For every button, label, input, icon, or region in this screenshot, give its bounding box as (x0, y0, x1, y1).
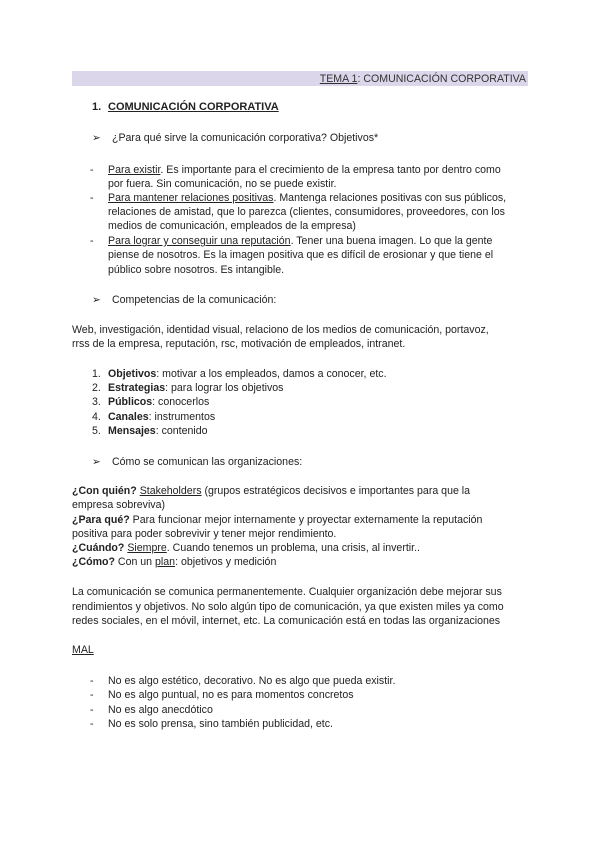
bullet-text: . Tener una buena imagen. Lo que la gente (290, 235, 493, 247)
list-term: Públicos (108, 396, 153, 408)
list-number: 3. (92, 396, 101, 408)
header-colon: : (357, 73, 361, 85)
qa-text: empresa sobreviva) (72, 499, 166, 511)
list-item (92, 367, 387, 381)
bullet-text: por fuera. Sin comunicación, no se puede existir. (108, 178, 337, 190)
list-desc: : para lograr los objetivos (165, 382, 284, 394)
section-number: 1. (92, 101, 102, 113)
question-text: Cómo se comunican las organizaciones: (112, 456, 303, 468)
arrow-icon: ➢ (92, 132, 101, 144)
section-heading (92, 100, 279, 114)
bullet-text: No es algo puntual, no es para momentos concretos (108, 689, 354, 701)
bullet-dash: - (90, 689, 94, 701)
paragraph-text: rendimientos y objetivos. No solo algún tipo de comunicación, ya que existen miles ya como (72, 601, 504, 613)
qa-text: Para funcionar mejor internamente y proyectar externamente la reputación (129, 514, 483, 526)
list-number: 5. (92, 425, 101, 437)
list-term: Estrategias (108, 382, 166, 394)
qa-cuando (72, 541, 420, 555)
qa-text: . Cuando tenemos un problema, una crisis, al invertir.. (166, 542, 420, 554)
bullet-text: No es algo anecdótico (108, 704, 213, 716)
qa-link: plan (155, 556, 176, 568)
qa-link: Siempre (127, 542, 167, 554)
qa-para (72, 513, 482, 527)
question-objetivos (92, 131, 378, 145)
bullet-text: público sobre nosotros. Es intangible. (108, 264, 285, 276)
question-text: ¿Para qué sirve la comunicación corporativa? Objetivos* (112, 132, 379, 144)
paragraph-text: redes sociales, en el móvil, internet, etc. La comunicación está en todas las organizaciones (72, 615, 501, 627)
list-item (92, 424, 208, 438)
competencias-text: Web, investigación, identidad visual, relaciono de los medios de comunicación, portavoz, (72, 324, 489, 336)
qa-link: Stakeholders (139, 485, 202, 497)
bullet-dash: - (90, 164, 94, 176)
bullet-link: Para lograr y conseguir una reputación (108, 235, 291, 247)
bullet-text: . Mantenga relaciones positivas con sus públicos, (273, 192, 507, 204)
qa-label: ¿Cómo? (72, 556, 115, 568)
list-number: 2. (92, 382, 101, 394)
list-term: Canales (108, 411, 149, 423)
arrow-icon: ➢ (92, 294, 101, 306)
bullet-dash: - (90, 192, 94, 204)
list-desc: : contenido (155, 425, 208, 437)
bullet-relaciones (108, 191, 506, 205)
bullet-dash: - (90, 675, 94, 687)
qa-text: positiva para poder sobrevivir y tener mejor rendimiento. (72, 528, 337, 540)
mal-heading: MAL (72, 644, 94, 656)
qa-label: ¿Para qué? (72, 514, 130, 526)
qa-text: Con un (114, 556, 156, 568)
paragraph-text: La comunicación se comunica permanentemente. Cualquier organización debe mejorar sus (72, 586, 502, 598)
bullet-text: medios de comunicación, empleados de la empresa) (108, 220, 356, 232)
bullet-dash: - (90, 704, 94, 716)
arrow-icon: ➢ (92, 456, 101, 468)
qa-como (72, 555, 276, 569)
bullet-text: piense de nosotros. Es la imagen positiva que es difícil de erosionar y que tiene el (108, 249, 494, 261)
qa-quien (72, 484, 470, 498)
list-desc: : instrumentos (148, 411, 216, 423)
bullet-existir (108, 163, 501, 177)
competencias-text: rrss de la empresa, reputación, rsc, motivación de empleados, intranet. (72, 338, 406, 350)
list-term: Mensajes (108, 425, 156, 437)
list-desc: : motivar a los empleados, damos a conocer, etc. (156, 368, 387, 380)
qa-text: : objetivos y medición (175, 556, 277, 568)
list-item (92, 410, 215, 424)
list-number: 1. (92, 368, 101, 380)
bullet-text: . Es importante para el crecimiento de la empresa tanto por dentro como (160, 164, 501, 176)
qa-text: (grupos estratégicos decisivos e importantes para que la (201, 485, 471, 497)
bullet-dash: - (90, 718, 94, 730)
question-organizaciones (92, 455, 302, 469)
list-item (92, 395, 209, 409)
header-title (320, 72, 526, 86)
bullet-reputacion (108, 234, 492, 248)
section-title: COMUNICACIÓN CORPORATIVA (108, 101, 279, 113)
bullet-text: No es algo estético, decorativo. No es algo que pueda existir. (108, 675, 396, 687)
qa-label: ¿Con quién? (72, 485, 137, 497)
list-term: Objetivos (108, 368, 157, 380)
list-item (92, 381, 283, 395)
header-title-text: COMUNICACIÓN CORPORATIVA (360, 73, 526, 85)
bullet-link: Para existir (108, 164, 161, 176)
bullet-text: relaciones de amistad, que lo parezca (clientes, consumidores, proveedores, con los (108, 206, 505, 218)
question-competencias (92, 293, 276, 307)
bullet-text: No es solo prensa, sino también publicidad, etc. (108, 718, 333, 730)
qa-label: ¿Cuándo? (72, 542, 125, 554)
list-desc: : conocerlos (152, 396, 210, 408)
bullet-dash: - (90, 235, 94, 247)
question-text: Competencias de la comunicación: (112, 294, 277, 306)
header-tema: TEMA 1 (319, 73, 358, 85)
bullet-link: Para mantener relaciones positivas (108, 192, 274, 204)
list-number: 4. (92, 411, 101, 423)
